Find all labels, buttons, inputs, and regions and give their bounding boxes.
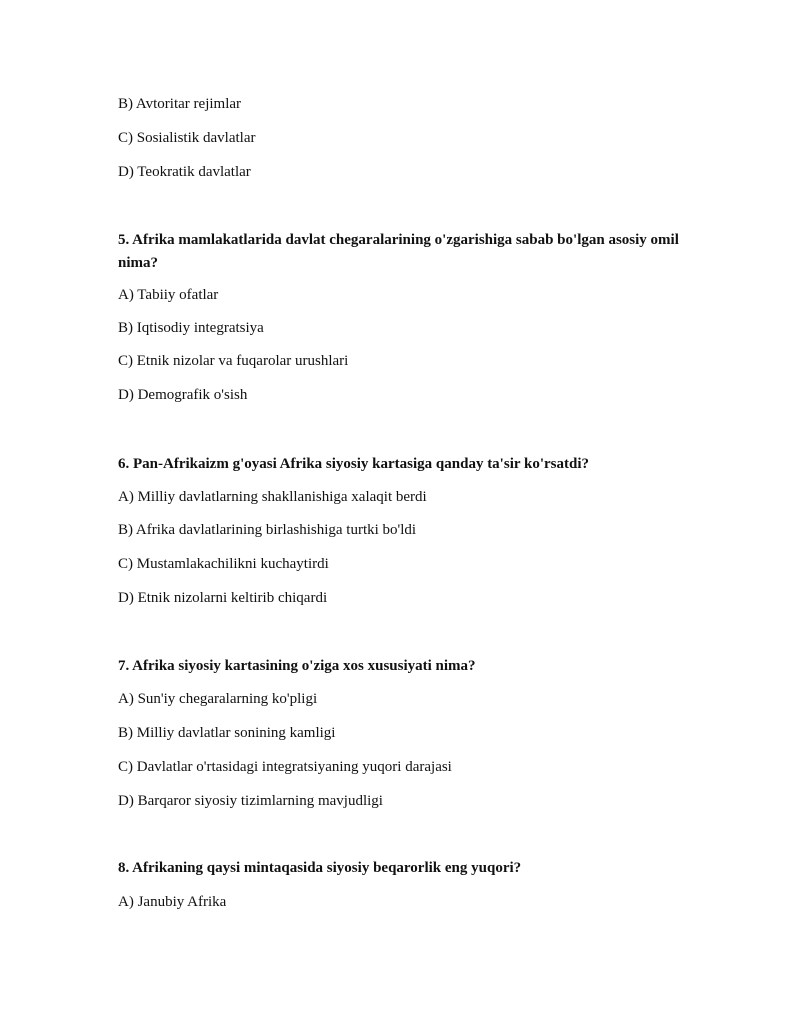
option-7c: C) Davlatlar o'rtasidagi integratsiyaning yuqori darajasi (118, 759, 452, 775)
option-4b: B) Avtoritar rejimlar (118, 96, 242, 112)
option-7d: D) Barqaror siyosiy tizimlarning mavjudligi (118, 793, 383, 809)
option-6d: D) Etnik nizolarni keltirib chiqardi (118, 590, 328, 606)
option-8a: A) Janubiy Afrika (118, 894, 227, 910)
option-7a: A) Sun'iy chegaralarning ko'pligi (118, 691, 318, 707)
option-4c: C) Sosialistik davlatlar (118, 130, 256, 146)
option-6a: A) Milliy davlatlarning shakllanishiga xalaqit berdi (118, 489, 427, 505)
option-4d: D) Teokratik davlatlar (118, 164, 251, 180)
option-5d: D) Demografik o'sish (118, 387, 248, 403)
option-6b: B) Afrika davlatlarining birlashishiga turtki bo'ldi (118, 522, 417, 538)
question-6: 6. Pan-Afrikaizm g'oyasi Afrika siyosiy kartasiga qanday ta'sir ko'rsatdi? (118, 456, 590, 472)
question-5: 5. Afrika mamlakatlarida davlat chegaralarining o'zgarishiga sabab bo'lgan asosiy omil nima? (118, 232, 679, 271)
option-5b: B) Iqtisodiy integratsiya (118, 320, 264, 336)
question-7: 7. Afrika siyosiy kartasining o'ziga xos xususiyati nima? (118, 658, 476, 674)
option-7b: B) Milliy davlatlar sonining kamligi (118, 725, 336, 741)
option-6c: C) Mustamlakachilikni kuchaytirdi (118, 556, 329, 572)
question-8: 8. Afrikaning qaysi mintaqasida siyosiy beqarorlik eng yuqori? (118, 860, 522, 876)
option-5a: A) Tabiiy ofatlar (118, 287, 219, 303)
option-5c: C) Etnik nizolar va fuqarolar urushlari (118, 353, 349, 369)
